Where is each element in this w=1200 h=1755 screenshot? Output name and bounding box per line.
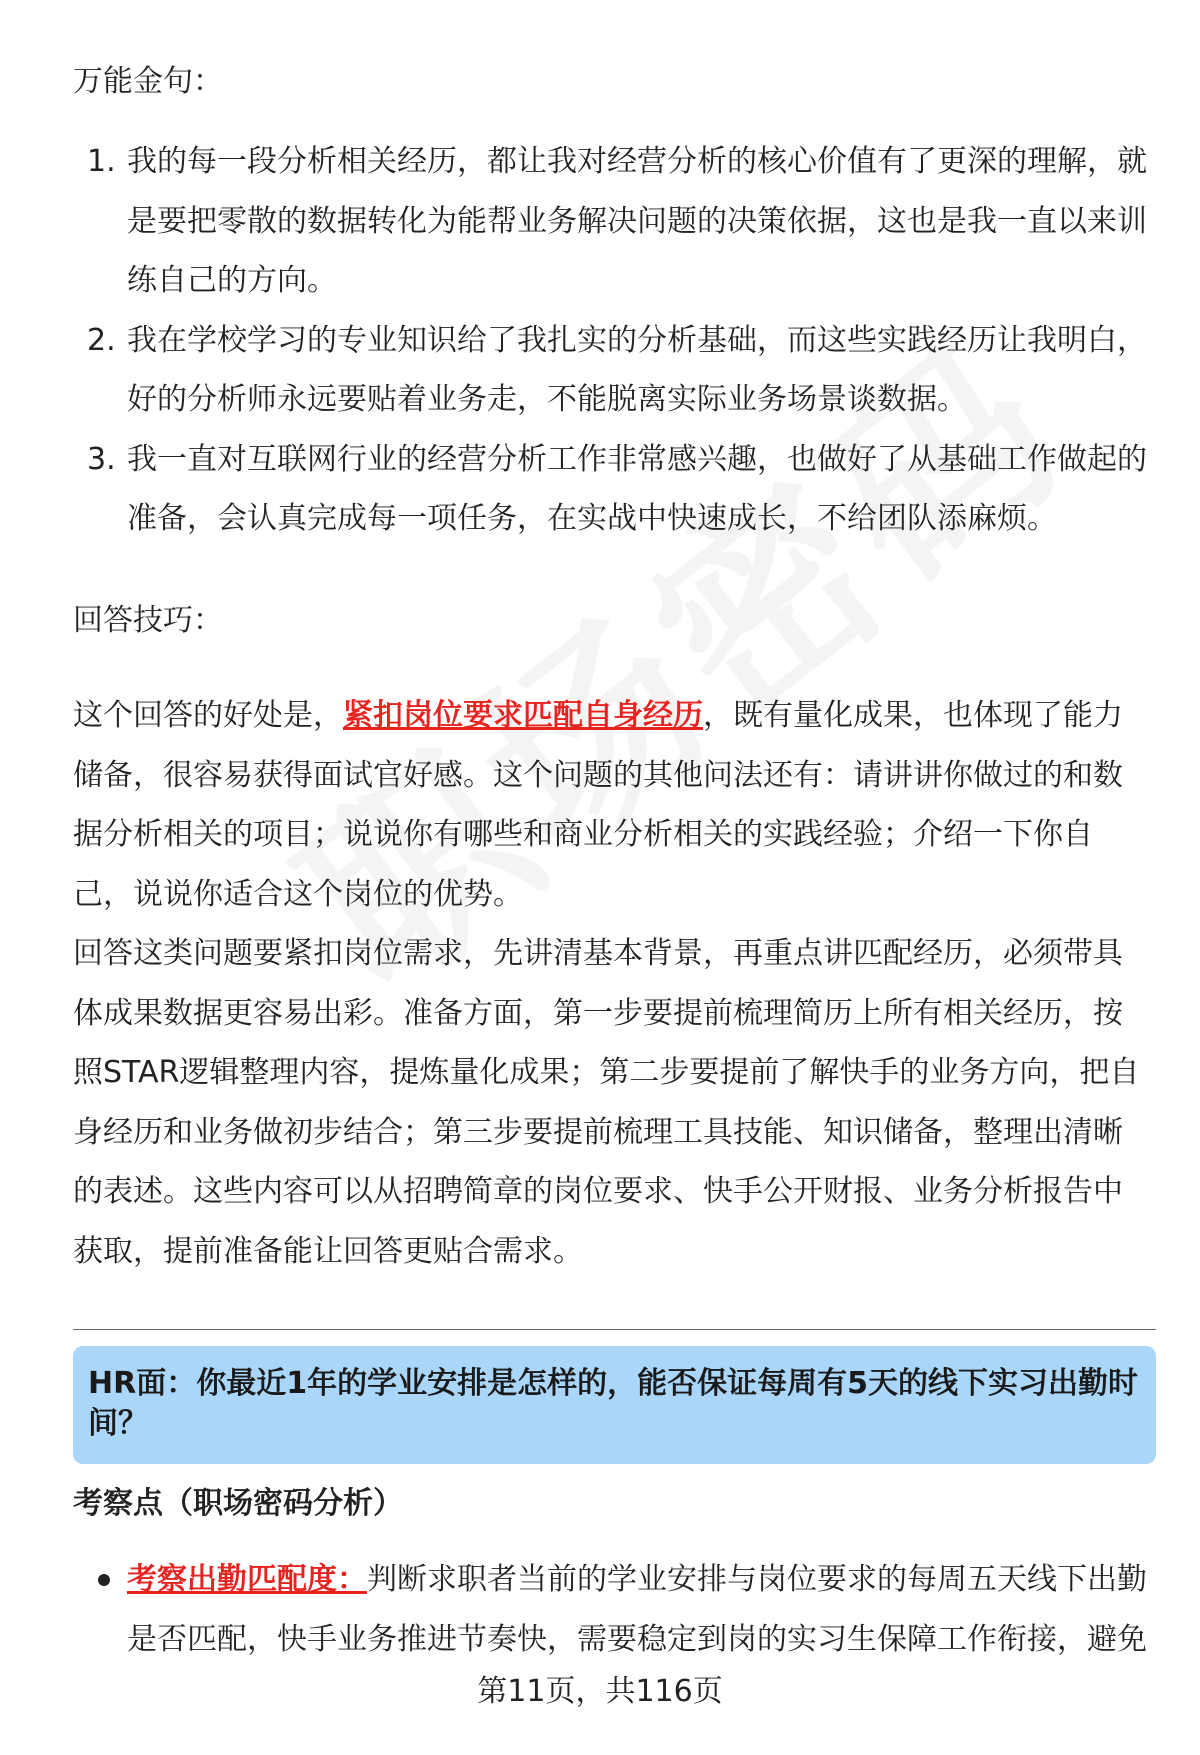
golden-sentences-list — [73, 132, 1148, 549]
list-number: 3. — [87, 441, 116, 477]
list-item-text: 我的每一段分析相关经历，都让我对经营分析的核心价值有了更深的理解，就是要把零散的数据转化为能帮业务解决问题的决策依据，这也是我一直以来训练自己的方向。 — [127, 144, 1147, 298]
golden-sentences-heading: 万能金句： — [73, 64, 223, 99]
paragraph-text: 这个回答的好处是， — [73, 698, 343, 733]
list-item — [73, 1550, 1148, 1669]
page-number: 第11页，共116页 — [477, 1674, 723, 1709]
bullet-text: 判断求职者当前的学业安排与岗位要求的每周五天线下出勤是否匹配，快手业务推进节奏快，需要稳定到岗的实习生保障工作衔接，避免 — [127, 1562, 1147, 1657]
assessment-points-list — [73, 1550, 1148, 1669]
list-number: 1. — [87, 144, 116, 179]
list-item — [73, 132, 1148, 311]
bullet-label: 考察出勤匹配度： — [127, 1562, 367, 1597]
list-item — [73, 430, 1148, 549]
list-item-text: 我一直对互联网行业的经营分析工作非常感兴趣，也做好了从基础工作做起的准备，会认真完成每一项任务，在实战中快速成长，不给团队添麻烦。 — [127, 441, 1147, 536]
question-text: HR面：你最近1年的学业安排是怎样的，能否保证每周有5天的线下实习出勤时间？ — [88, 1366, 1138, 1441]
list-item — [73, 311, 1148, 430]
bullet-dot-icon — [98, 1574, 110, 1586]
assessment-points-heading: 考察点（职场密码分析） — [73, 1486, 403, 1521]
highlight-text: 紧扣岗位要求匹配自身经历 — [343, 698, 703, 733]
paragraph-text: ，既有量化成果，也体现了能力储备，很容易获得面试官好感。这个问题的其他问法还有：请讲讲你做过的和数据分析相关的项目；说说你有哪些和商业分析相关的实践经验；介绍一下你自己，说说你适合这个岗位的优势。 — [73, 698, 1123, 912]
list-item-text: 我在学校学习的专业知识给了我扎实的分析基础，而这些实践经历让我明白，好的分析师永远要贴着业务走，不能脱离实际业务场景谈数据。 — [127, 322, 1147, 417]
preparation-paragraph: 回答这类问题要紧扣岗位需求，先讲清基本背景，再重点讲匹配经历，必须带具体成果数据更容易出彩。准备方面，第一步要提前梳理简历上所有相关经历，按照STAR逻辑整理内容，提炼量化成果；第二步要提前了解快手的业务方向，把自身经历和业务做初步结合；第三步要提前梳理工具技能、知识储备，整理出清晰的表述。这些内容可以从招聘简章的岗位要求、快手公开财报、业务分析报告中获取，提前准备能让回答更贴合需求。 — [73, 936, 1140, 1269]
section-divider — [73, 1329, 1156, 1330]
list-number: 2. — [87, 322, 116, 358]
answer-tips-paragraph — [73, 686, 1148, 924]
question-box — [73, 1346, 1156, 1464]
answer-tips-heading: 回答技巧： — [73, 603, 223, 638]
